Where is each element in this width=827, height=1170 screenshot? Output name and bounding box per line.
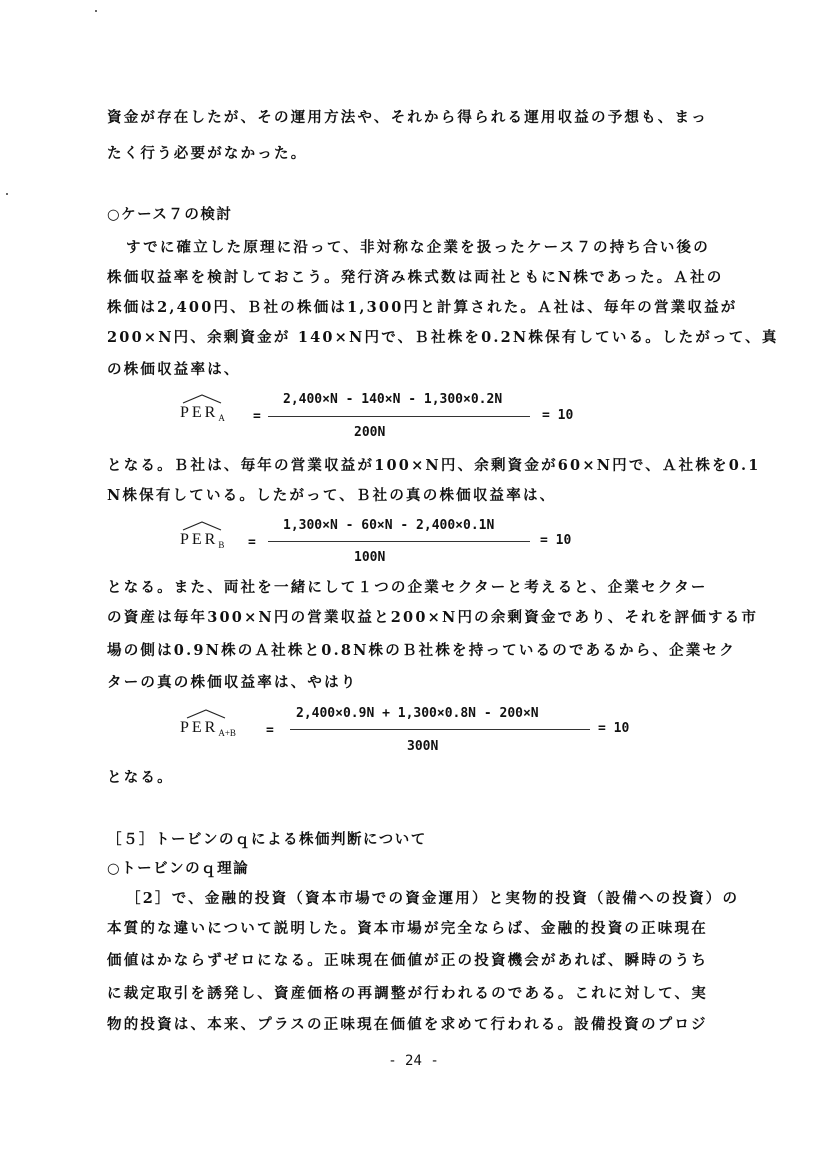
paragraph-line: となる。 bbox=[107, 769, 174, 786]
hat-accent-icon bbox=[182, 394, 222, 404]
numerator: 1,300×N - 60×N - 2,400×0.1N bbox=[283, 518, 495, 533]
fraction-bar bbox=[290, 729, 590, 730]
result: = 10 bbox=[540, 533, 572, 548]
equals-sign: = bbox=[253, 409, 261, 424]
denominator: 300N bbox=[407, 739, 439, 754]
paragraph-line: の資産は毎年300×N円の営業収益と200×N円の余剰資金であり、それを評価する市 bbox=[107, 609, 759, 626]
equals-sign: = bbox=[266, 723, 274, 738]
paragraph-line: 物的投資は、本来、プラスの正味現在価値を求めて行われる。設備投資のプロジ bbox=[107, 1016, 708, 1033]
fraction-bar bbox=[268, 416, 530, 417]
scan-speck bbox=[95, 10, 97, 12]
paragraph-line: ［2］で、金融的投資（資本市場での資金運用）と実物的投資（設備への投資）の bbox=[126, 890, 740, 907]
paragraph-line: 本質的な違いについて説明した。資本市場が完全ならば、金融的投資の正味現在 bbox=[107, 920, 708, 937]
scan-speck bbox=[6, 193, 8, 195]
hat-accent-icon bbox=[182, 521, 222, 531]
paragraph-line: 価値はかならずゼロになる。正味現在価値が正の投資機会があれば、瞬時のうち bbox=[107, 952, 709, 969]
per-a-symbol: $PER_A$ bbox=[180, 404, 225, 423]
paragraph-line: 株価は2,400円、Ｂ社の株価は1,300円と計算された。Ａ社は、毎年の営業収益が bbox=[107, 299, 738, 316]
result: = 10 bbox=[542, 408, 574, 423]
paragraph-line: N株保有している。したがって、Ｂ社の真の株価収益率は、 bbox=[107, 487, 557, 504]
per-b-symbol: $PER_B$ bbox=[180, 531, 224, 550]
section-heading: ［５］トービンのｑによる株価判断について bbox=[107, 831, 427, 848]
hat-accent-icon bbox=[182, 709, 230, 719]
paragraph-line: に裁定取引を誘発し、資産価格の再調整が行われるのである。これに対して、実 bbox=[107, 985, 708, 1002]
paragraph-line: 200×N円、余剰資金が 140×N円で、Ｂ社株を0.2N株保有している。したがって、真 bbox=[107, 329, 779, 346]
per-ab-symbol: $PER_{A+B}$ bbox=[180, 719, 236, 738]
numerator: 2,400×0.9N + 1,300×0.8N - 200×N bbox=[296, 706, 539, 721]
fraction-bar bbox=[268, 541, 530, 542]
paragraph-line: 資金が存在したが、その運用方法や、それから得られる運用収益の予想も、まっ bbox=[107, 109, 708, 126]
paragraph-line: となる。また、両社を一緒にして１つの企業セクターと考えると、企業セクター bbox=[107, 579, 708, 596]
case7-heading: ○ケース７の検討 bbox=[107, 206, 233, 223]
paragraph-line: すでに確立した原理に沿って、非対称な企業を扱ったケース７の持ち合い後の bbox=[126, 239, 710, 256]
paragraph-line: となる。Ｂ社は、毎年の営業収益が100×N円、余剰資金が60×N円で、Ａ社株を0.1 bbox=[107, 457, 761, 474]
subheading: ○トービンのｑ理論 bbox=[107, 860, 250, 877]
paragraph-line: ターの真の株価収益率は、やはり bbox=[107, 674, 358, 691]
denominator: 100N bbox=[354, 550, 386, 565]
denominator: 200N bbox=[354, 425, 386, 440]
paragraph-line: 場の側は0.9N株のＡ社株と0.8N株のＢ社株を持っているのであるから、企業セク bbox=[107, 642, 736, 659]
result: = 10 bbox=[598, 721, 630, 736]
equals-sign: = bbox=[248, 535, 256, 550]
paragraph-line: の株価収益率は、 bbox=[107, 361, 241, 378]
page-number: - 24 - bbox=[388, 1053, 439, 1069]
paragraph-line: 株価収益率を検討しておこう。発行済み株式数は両社ともにN株であった。Ａ社の bbox=[107, 269, 724, 286]
paragraph-line: たく行う必要がなかった。 bbox=[107, 145, 308, 162]
numerator: 2,400×N - 140×N - 1,300×0.2N bbox=[283, 392, 503, 407]
